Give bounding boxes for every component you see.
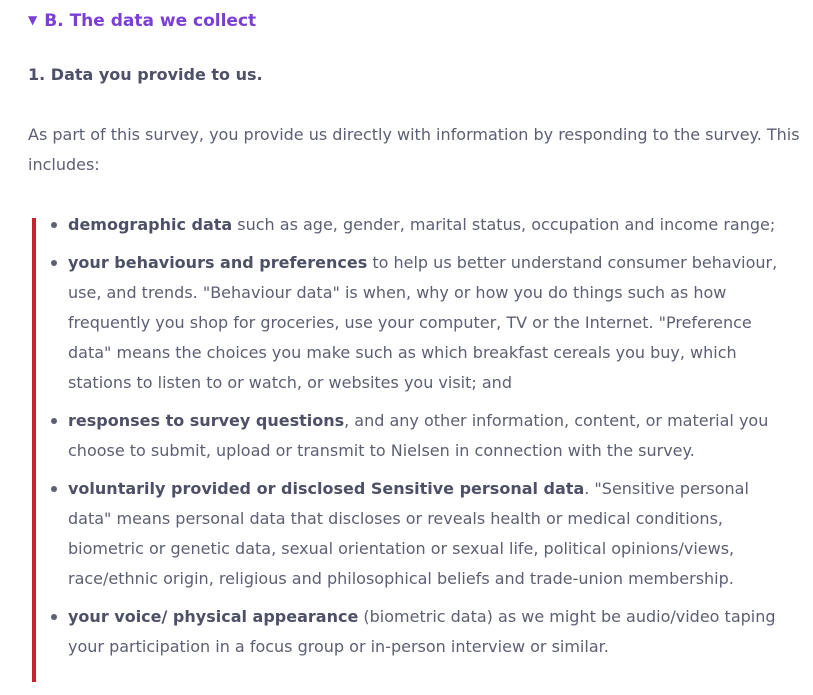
- list-item: [68, 248, 780, 398]
- caret-down-icon: ▼: [28, 13, 38, 27]
- highlight-bar: [32, 218, 36, 682]
- item-bold-label: your voice/ physical appearance: [68, 607, 359, 626]
- bullet-list: [68, 210, 780, 670]
- item-text: . "Sensitive personal data" means personal data that discloses or reveals health or medical conditions, biometric or genetic data, sexual orientation or sexual life, political opinions/views, race/ethnic origin, religious and philosophical beliefs and trade-union membership.: [68, 479, 749, 588]
- bullet-dot-icon: [51, 260, 57, 266]
- list-item: [68, 602, 780, 662]
- item-text: (biometric data) as we might be audio/video taping your participation in a focus group or in-person interview or similar.: [68, 607, 776, 656]
- list-item: [68, 406, 780, 466]
- intro-paragraph: As part of this survey, you provide us directly with information by responding to the survey. This includes:: [28, 125, 800, 174]
- item-text: such as age, gender, marital status, occupation and income range;: [232, 215, 776, 234]
- section-toggle-data-we-collect[interactable]: [28, 8, 256, 34]
- bullet-dot-icon: [51, 486, 57, 492]
- section-title: B. The data we collect: [44, 11, 257, 31]
- item-text: , and any other information, content, or material you choose to submit, upload or transmit to Nielsen in connection with the survey.: [68, 411, 769, 460]
- list-item: [68, 474, 780, 594]
- bullet-dot-icon: [51, 614, 57, 620]
- list-item: [68, 210, 780, 240]
- bullet-dot-icon: [51, 222, 57, 228]
- item-bold-label: demographic data: [68, 215, 233, 234]
- item-text: to help us better understand consumer behaviour, use, and trends. "Behaviour data" is when, why or how you do things such as how frequently you shop for groceries, use your computer, TV or the Internet. "Preference data" means the choices you make such as which breakfast cereals you buy, which stations to listen to or watch, or websites you visit; and: [68, 253, 778, 392]
- bullet-dot-icon: [51, 418, 57, 424]
- item-bold-label: responses to survey questions: [68, 411, 345, 430]
- item-bold-label: your behaviours and preferences: [68, 253, 368, 272]
- item-bold-label: voluntarily provided or disclosed Sensitive personal data: [68, 479, 585, 498]
- subheading-data-you-provide: 1. Data you provide to us.: [28, 65, 263, 84]
